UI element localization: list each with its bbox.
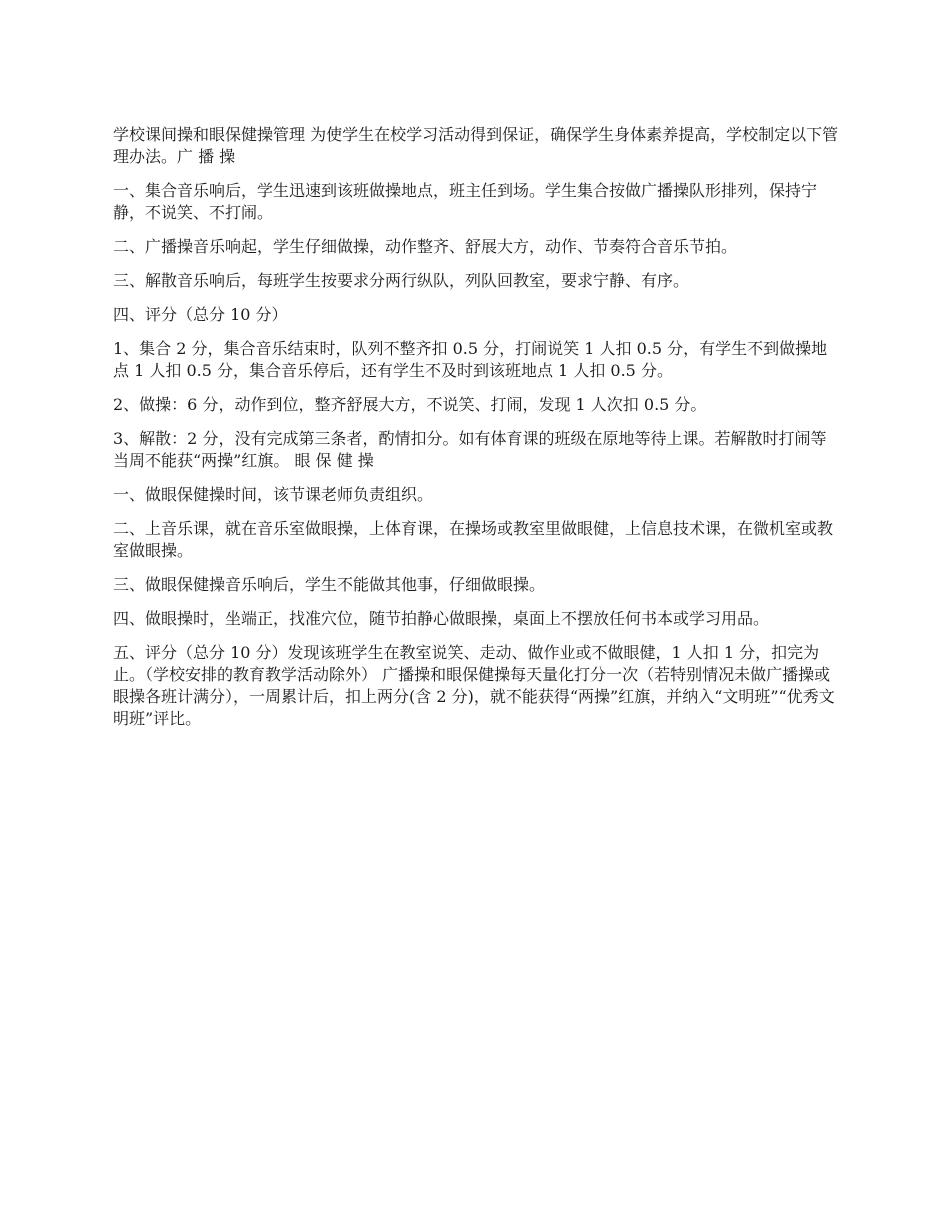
paragraph-scoring-dismissal: 3、解散：2 分，没有完成第三条者，酌情扣分。如有体育课的班级在原地等待上课。若解散时打闹等当周不能获“两操”红旗。 眼 保 健 操 — [113, 429, 827, 470]
paragraph-broadcast-rule-1: 一、集合音乐响后，学生迅速到该班做操地点，班主任到场。学生集合按做广播操队形排列，保持宁静，不说笑、不打闹。 — [113, 181, 818, 222]
paragraph-scoring-assembly: 1、集合 2 分，集合音乐结束时，队列不整齐扣 0.5 分，打闹说笑 1 人扣 0.5 分，有学生不到做操地点 1 人扣 0.5 分，集合音乐停后，还有学生不及时到该班地点 1 人扣 0.5 分。 — [113, 339, 828, 380]
paragraph-eye-rule-4: 四、做眼操时，坐端正，找准穴位，随节拍静心做眼操，桌面上不摆放任何书本或学习用品。 — [113, 609, 770, 628]
paragraph-eye-rule-2: 二、上音乐课，就在音乐室做眼操，上体育课，在操场或教室里做眼健，上信息技术课，在微机室或教室做眼操。 — [113, 519, 834, 560]
paragraph-eye-scoring: 五、评分（总分 10 分）发现该班学生在教室说笑、走动、做作业或不做眼健，1 人扣 1 分，扣完为止。（学校安排的教育教学活动除外） 广播操和眼保健操每天量化打分一次（若特别情况未做广播操或眼操各班计满分），一周累计后，扣上两分(含 2 分)，就不能获得“两操”红旗，并纳入“文明班”“优秀文明班”评比。 — [113, 643, 835, 728]
document-body — [113, 124, 840, 742]
paragraph-eye-rule-1: 一、做眼保健操时间，该节课老师负责组织。 — [113, 485, 434, 504]
paragraph-scoring-exercise: 2、做操：6 分，动作到位，整齐舒展大方，不说笑、打闹，发现 1 人次扣 0.5 分。 — [113, 395, 707, 414]
paragraph-broadcast-scoring-heading: 四、评分（总分 10 分） — [113, 305, 288, 324]
paragraph-broadcast-rule-2: 二、广播操音乐响起，学生仔细做操，动作整齐、舒展大方，动作、节奏符合音乐节拍。 — [113, 237, 738, 256]
paragraph-eye-rule-3: 三、做眼保健操音乐响后，学生不能做其他事，仔细做眼操。 — [113, 575, 546, 594]
paragraph-intro: 学校课间操和眼保健操管理 为使学生在校学习活动得到保证，确保学生身体素养提高，学校制定以下管理办法。广 播 操 — [113, 125, 839, 166]
paragraph-broadcast-rule-3: 三、解散音乐响后，每班学生按要求分两行纵队，列队回教室，要求宁静、有序。 — [113, 271, 690, 290]
